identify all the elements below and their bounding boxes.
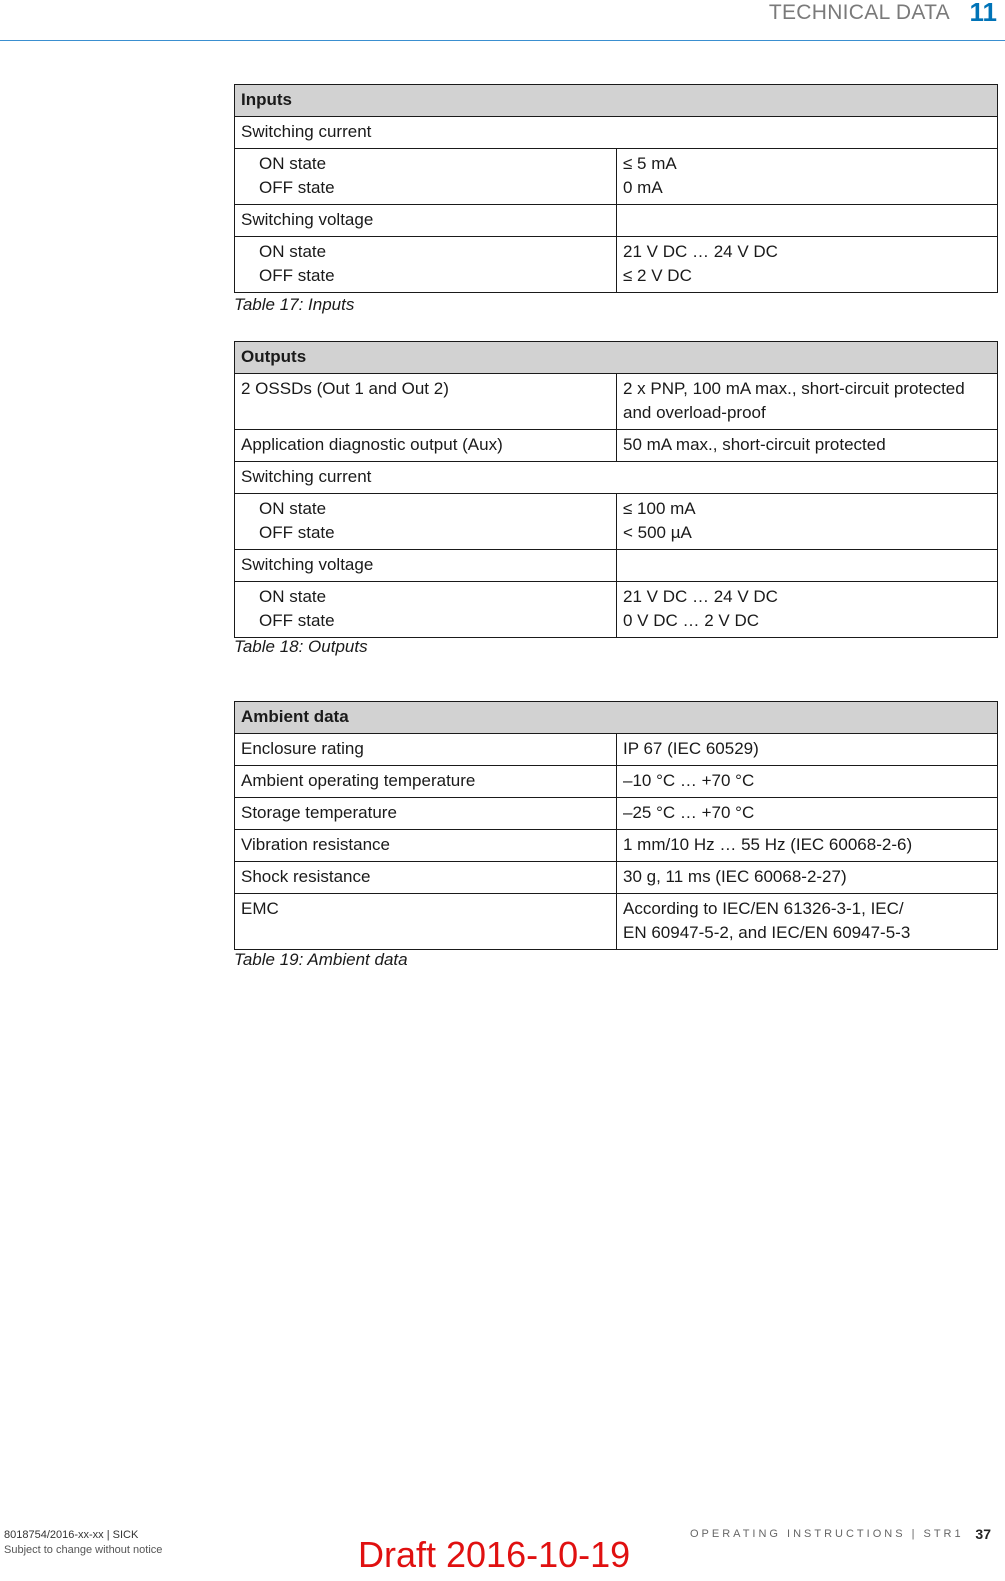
table-row (235, 766, 998, 798)
table-row (235, 582, 998, 638)
table-row (235, 205, 998, 237)
table-row (235, 550, 998, 582)
table-row (235, 894, 998, 950)
inputs-voltage-on: 21 V DC … 24 V DC (623, 242, 778, 261)
table-row (235, 830, 998, 862)
table-row (235, 430, 998, 462)
aux-label: Application diagnostic output (Aux) (235, 430, 617, 462)
on-state-label: ON state (259, 154, 327, 173)
ambient-value: 30 g, 11 ms (IEC 60068-2-27) (617, 862, 998, 894)
table-row (235, 237, 998, 293)
on-state-label: ON state (259, 587, 327, 606)
ambient-label: Enclosure rating (235, 734, 617, 766)
ambient-label: Shock resistance (235, 862, 617, 894)
emc-value-line: According to IEC/EN 61326-3-1, IEC/ (623, 899, 904, 918)
ossd-label: 2 OSSDs (Out 1 and Out 2) (235, 374, 617, 430)
draft-stamp: Draft 2016-10-19 (358, 1534, 631, 1575)
header-divider (0, 40, 1005, 41)
table-header-row (235, 702, 998, 734)
inputs-table (234, 84, 998, 293)
doc-type: OPERATING INSTRUCTIONS | STR1 (690, 1528, 964, 1540)
table-row (235, 734, 998, 766)
table-row (235, 862, 998, 894)
off-state-label: OFF state (259, 178, 335, 197)
table-row (235, 374, 998, 430)
ambient-label: Storage temperature (235, 798, 617, 830)
footer-info (4, 1528, 162, 1558)
inputs-heading: Inputs (235, 85, 998, 117)
outputs-switching-voltage-label: Switching voltage (235, 550, 617, 582)
outputs-current-off: < 500 µA (623, 523, 692, 542)
off-state-label: OFF state (259, 611, 335, 630)
table-header-row (235, 342, 998, 374)
inputs-switching-voltage-label: Switching voltage (235, 205, 617, 237)
aux-value: 50 mA max., short-circuit protected (617, 430, 998, 462)
chapter-number: 11 (969, 0, 997, 27)
on-state-label: ON state (259, 242, 327, 261)
change-notice: Subject to change without notice (4, 1544, 163, 1556)
outputs-current-on: ≤ 100 mA (623, 499, 696, 518)
inputs-voltage-off: ≤ 2 V DC (623, 266, 692, 285)
ambient-label: Vibration resistance (235, 830, 617, 862)
table-row (235, 149, 998, 205)
ambient-value: 1 mm/10 Hz … 55 Hz (IEC 60068-2-6) (617, 830, 998, 862)
table-row (235, 798, 998, 830)
ambient-value: –25 °C … +70 °C (617, 798, 998, 830)
inputs-current-off: 0 mA (623, 178, 663, 197)
on-state-label: ON state (259, 499, 327, 518)
outputs-switching-current-label: Switching current (235, 462, 998, 494)
outputs-voltage-off: 0 V DC … 2 V DC (623, 611, 760, 630)
empty-cell (617, 550, 998, 582)
outputs-heading: Outputs (235, 342, 998, 374)
ambient-caption: Table 19: Ambient data (234, 950, 408, 969)
emc-value-line: EN 60947-5-2, and IEC/EN 60947-5-3 (623, 923, 911, 942)
ambient-label: EMC (235, 894, 617, 950)
table-row (235, 117, 998, 149)
ambient-value: IP 67 (IEC 60529) (617, 734, 998, 766)
off-state-label: OFF state (259, 266, 335, 285)
section-title: TECHNICAL DATA (768, 1, 950, 24)
off-state-label: OFF state (259, 523, 335, 542)
inputs-caption: Table 17: Inputs (234, 295, 355, 314)
empty-cell (617, 205, 998, 237)
ambient-label: Ambient operating temperature (235, 766, 617, 798)
table-row (235, 494, 998, 550)
doc-number: 8018754/2016-xx-xx | SICK (4, 1529, 139, 1541)
ambient-heading: Ambient data (235, 702, 998, 734)
outputs-voltage-on: 21 V DC … 24 V DC (623, 587, 778, 606)
ossd-value: 2 x PNP, 100 mA max., short-circuit protected and overload-proof (617, 374, 998, 430)
ambient-value: –10 °C … +70 °C (617, 766, 998, 798)
page-number: 37 (975, 1526, 991, 1542)
table-row (235, 462, 998, 494)
table-header-row (235, 85, 998, 117)
inputs-current-on: ≤ 5 mA (623, 154, 677, 173)
outputs-table (234, 341, 998, 638)
outputs-caption: Table 18: Outputs (234, 637, 368, 656)
inputs-switching-current-label: Switching current (235, 117, 998, 149)
ambient-table (234, 701, 998, 950)
